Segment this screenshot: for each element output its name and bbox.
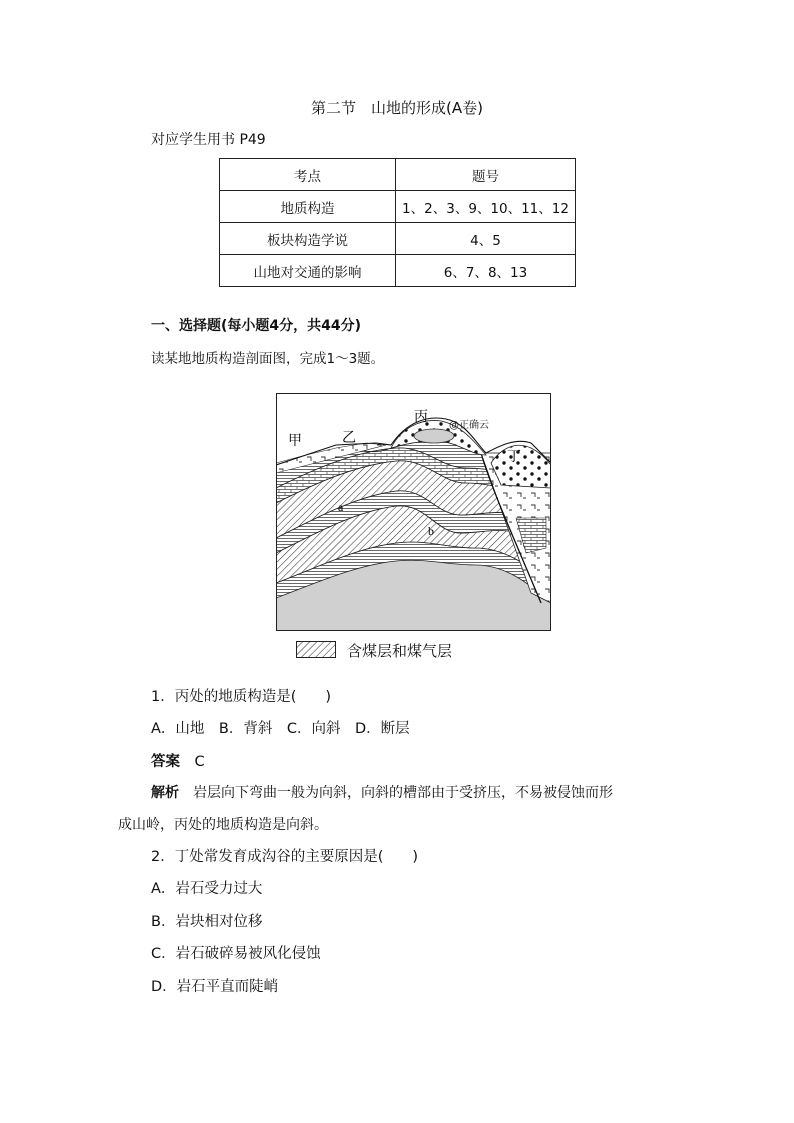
table-cell-questions: 4、5	[396, 223, 576, 255]
label-ding: 丁	[507, 450, 521, 465]
table-row	[220, 255, 576, 287]
question-2-option-d: D．岩石平直而陡峭	[151, 979, 279, 995]
table-cell-topic: 山地对交通的影响	[220, 255, 396, 287]
answer-label: 答案	[151, 754, 180, 770]
question-2-option-a: A．岩石受力过大	[151, 881, 263, 897]
question-2-option-b: B．岩块相对位移	[151, 914, 263, 930]
legend-swatch-hatch	[296, 641, 336, 658]
label-jia: 甲	[288, 434, 302, 449]
geologic-cross-section	[276, 393, 551, 631]
watermark: @正确云	[449, 420, 489, 431]
table-header-questions: 题号	[396, 159, 576, 191]
table-header-row	[220, 159, 576, 191]
intro-text: 读某地地质构造剖面图，完成1～3题。	[151, 351, 385, 367]
page-title: 第二节 山地的形成(A卷)	[311, 99, 483, 117]
textbook-reference: 对应学生用书 P49	[151, 132, 266, 148]
analysis-text: 岩层向下弯曲一般为向斜，向斜的槽部由于受挤压，不易被侵蚀而形	[193, 785, 613, 801]
section-heading: 一、选择题(每小题4分，共44分)	[151, 318, 362, 334]
label-yi: 乙	[342, 431, 356, 446]
label-bing: 丙	[414, 410, 428, 425]
table-row	[220, 191, 576, 223]
question-1-options: A．山地 B．背斜 C．向斜 D．断层	[151, 721, 410, 737]
topic-table	[219, 158, 576, 287]
table-cell-questions: 6、7、8、13	[396, 255, 576, 287]
answer-value: C	[194, 754, 205, 770]
label-b: b	[428, 524, 434, 538]
question-1-analysis-cont: 成山岭，丙处的地质构造是向斜。	[118, 817, 328, 833]
question-1-analysis	[151, 782, 613, 802]
table-cell-questions: 1、2、3、9、10、11、12	[396, 191, 576, 223]
table-cell-topic: 地质构造	[220, 191, 396, 223]
question-1-answer	[151, 750, 205, 771]
question-2-stem: 2．丁处常发育成沟谷的主要原因是( )	[151, 849, 419, 865]
label-a: a	[338, 500, 344, 514]
table-header-topic: 考点	[220, 159, 396, 191]
question-1-stem: 1．丙处的地质构造是( )	[151, 689, 332, 705]
table-row	[220, 223, 576, 255]
question-2-option-c: C．岩石破碎易被风化侵蚀	[151, 946, 321, 962]
legend-label: 含煤层和煤气层	[347, 642, 453, 660]
analysis-label: 解析	[151, 785, 179, 801]
table-cell-topic: 板块构造学说	[220, 223, 396, 255]
